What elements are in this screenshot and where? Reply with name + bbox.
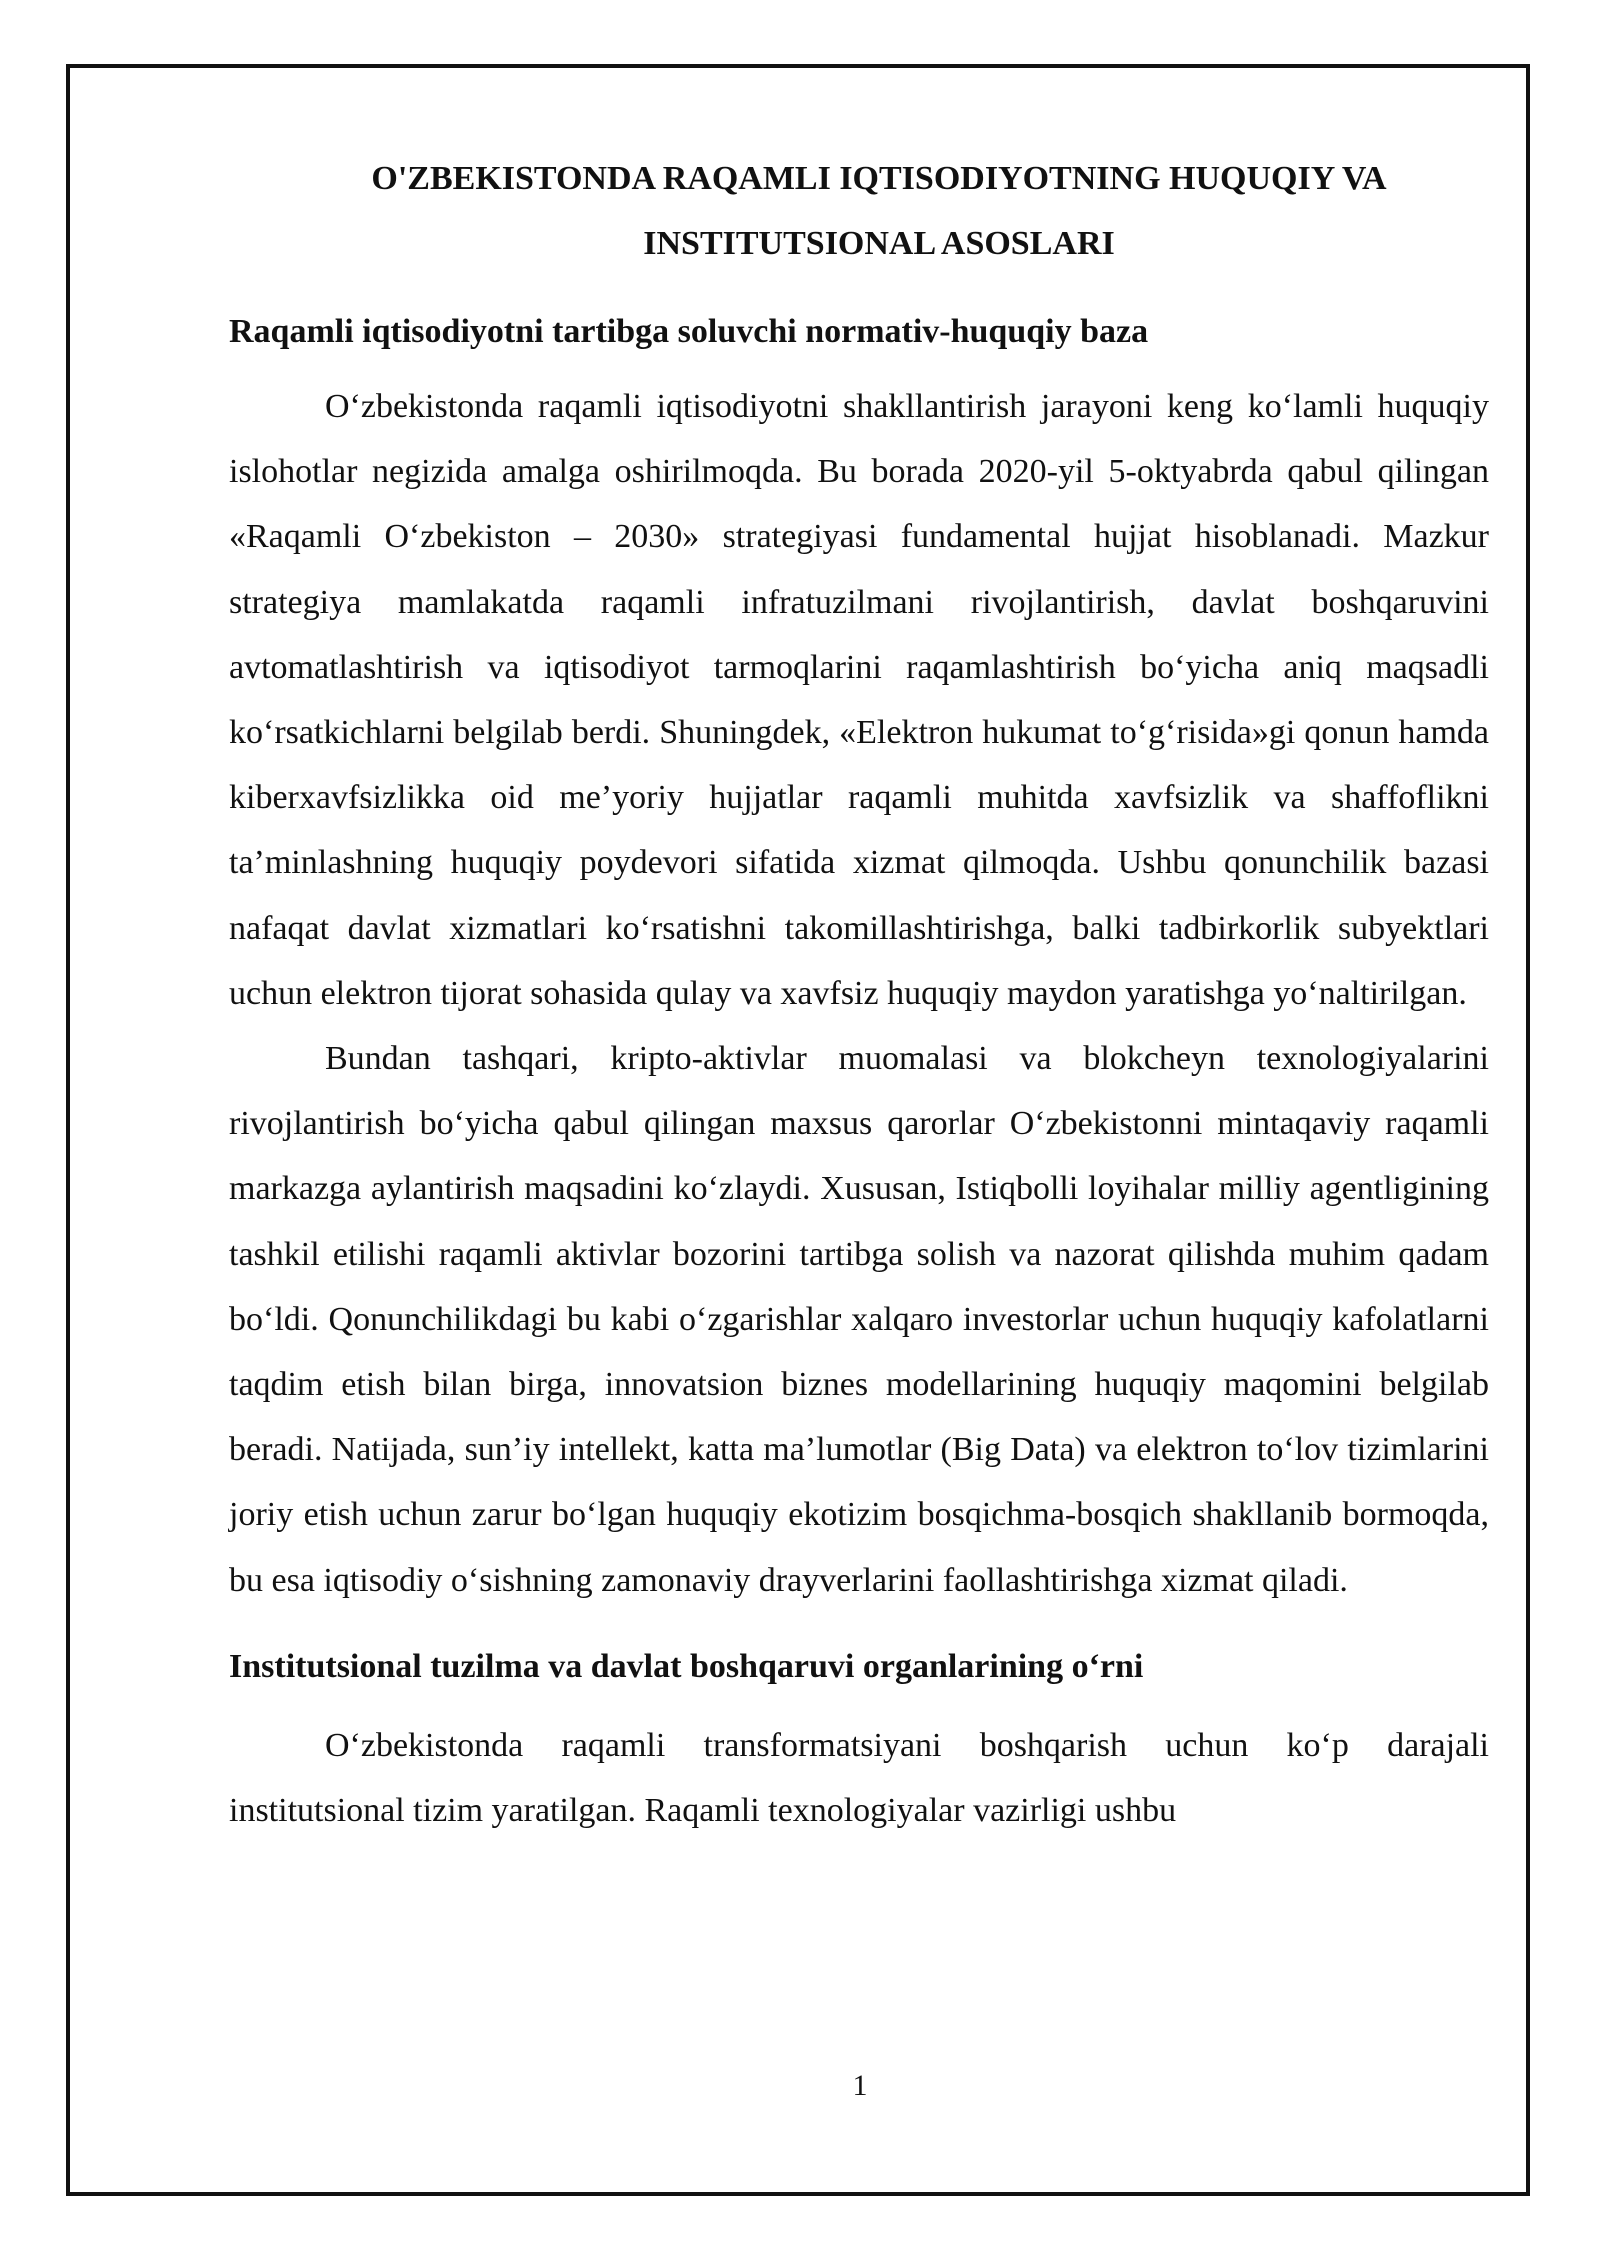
document-title-line-2: INSTITUTSIONAL ASOSLARI — [643, 225, 1115, 262]
document-title — [229, 146, 1489, 276]
paragraph: O‘zbekistonda raqamli iqtisodiyotni shakllantirish jarayoni keng ko‘lamli huquqiy islohotlar negizida amalga oshirilmoqda. Bu borada 2020-yil 5-oktyabrda qabul qilingan «Raqamli O‘zbekiston – 2030» strategiyasi fundamental hujjat hisoblanadi. Mazkur strategiya mamlakatda raqamli infratuzilmani rivojlantirish, davlat boshqaruvini avtomatlashtirish va iqtisodiyot tarmoqlarini raqamlashtirish bo‘yicha aniq maqsadli ko‘rsatkichlarni belgilab berdi. Shuningdek, «Elektron hukumat to‘g‘risida»gi qonun hamda kiberxavfsizlikka oid me’yoriy hujjatlar raqamli muhitda xavfsizlik va shaffoflikni ta’minlashning huquqiy poydevori sifatida xizmat qilmoqda. Ushbu qonunchilik bazasi nafaqat davlat xizmatlari ko‘rsatishni takomillashtirishga, balki tadbirkorlik subyektlari uchun elektron tijorat sohasida qulay va xavfsiz huquqiy maydon yaratishga yo‘naltirilgan. — [229, 388, 1489, 1012]
document-title-line-1: O'ZBEKISTONDA RAQAMLI IQTISODIYOTNING HUQUQIY VA — [371, 160, 1387, 197]
paragraph: Bundan tashqari, kripto-aktivlar muomalasi va blokcheyn texnologiyalarini rivojlantirish bo‘yicha qabul qilingan maxsus qarorlar O‘zbekistonni mintaqaviy raqamli markazga aylantirish maqsadini ko‘zlaydi. Xususan, Istiqbolli loyihalar milliy agentligining tashkil etilishi raqamli aktivlar bozorini tartibga solish va nazorat qilishda muhim qadam bo‘ldi. Qonunchilikdagi bu kabi o‘zgarishlar xalqaro investorlar uchun huquqiy kafolatlarni taqdim etish bilan birga, innovatsion biznes modellarining huquqiy maqomini belgilab beradi. Natijada, sun’iy intellekt, katta ma’lumotlar (Big Data) va elektron to‘lov tizimlarini joriy etish uchun zarur bo‘lgan huquqiy ekotizim bosqichma-bosqich shakllanib bormoqda, bu esa iqtisodiy o‘sishning zamonaviy drayverlarini faollashtirishga xizmat qiladi. — [229, 1040, 1489, 1599]
page-number: 1 — [852, 2069, 868, 2102]
document-body — [229, 146, 1489, 1843]
paragraph: O‘zbekistonda raqamli transformatsiyani boshqarish uchun ko‘p darajali institutsional tizim yaratilgan. Raqamli texnologiyalar vazirligi ushbu — [229, 1726, 1489, 1830]
section-heading-institutional: Institutsional tuzilma va davlat boshqaruvi organlarining o‘rni — [229, 1647, 1144, 1685]
section-heading-legal-base: Raqamli iqtisodiyotni tartibga soluvchi normativ-huquqiy baza — [229, 313, 1149, 350]
